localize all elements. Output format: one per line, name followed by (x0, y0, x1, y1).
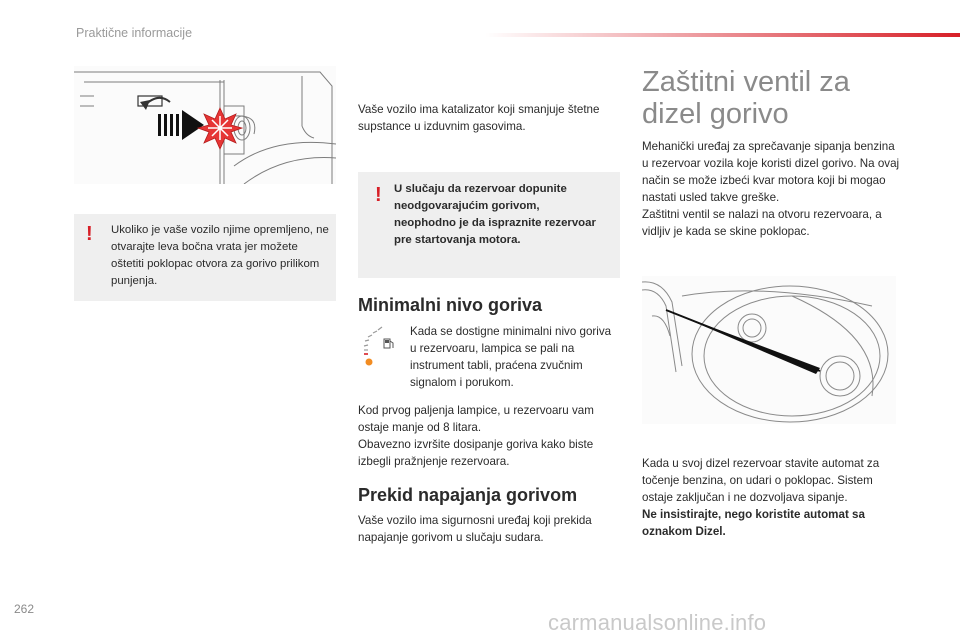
diesel-valve-p2: Zaštitni ventil se nalazi na otvoru rezervoara, a vidljiv je kada se skine poklopac. (642, 208, 882, 238)
min-fuel-icon-text: Kada se dostigne minimalni nivo goriva u rezervoaru, lampica se pali na instrument tabli, praćena zvučnim signalom i porukom. (410, 325, 612, 389)
diesel-valve-p3: Kada u svoj dizel rezervoar stavite automat za točenje benzina, on udari o poklopac. Sistem ostaje zaključan i ne dozvoljava sipanje. (642, 457, 880, 504)
door-warning-box (74, 214, 336, 301)
fuel-cutoff-text: Vaše vozilo ima sigurnosni uređaj koji prekida napajanje gorivom u slučaju sudara. (358, 514, 592, 544)
section-label: Praktične informacije (76, 26, 193, 40)
wrong-fuel-warning-text: U slučaju da rezervoar dopunite neodgovarajućim gorivom, neophodno je da ispraznite rezervoar pre startovanja motora. (394, 183, 596, 246)
diesel-valve-title (642, 66, 850, 130)
fuel-gauge-icon (362, 325, 398, 367)
min-fuel-line-1: Kod prvog paljenja lampice, u rezervoaru vam ostaje manje od 8 litara. (358, 404, 594, 434)
fuel-cutoff-heading: Prekid napajanja gorivom (358, 485, 578, 505)
door-warning-text: Ukoliko je vaše vozilo njime opremljeno, ne otvarajte leva bočna vrata jer možete oštetiti poklopac otvora za gorivo prilikom punjenja. (111, 224, 329, 287)
min-fuel-line-2: Obavezno izvršite dosipanje goriva kako biste izbegli pražnjenje rezervoara. (358, 438, 594, 468)
watermark: carmanualsonline.info (548, 610, 767, 635)
min-fuel-text (358, 402, 620, 470)
page-number: 262 (14, 602, 35, 616)
wrong-fuel-warning-box (358, 172, 620, 278)
diesel-valve-usage (642, 455, 904, 540)
catalyst-intro: Vaše vozilo ima katalizator koji smanjuje štetne supstance u izduvnim gasovima. (358, 103, 600, 133)
diesel-valve-p3-bold: Ne insistirajte, nego koristite automat sa oznakom Dizel. (642, 508, 865, 538)
fuel-door-illustration (74, 66, 336, 184)
diesel-valve-p1: Mehanički uređaj za sprečavanje sipanja benzina u rezervoar vozila koje koristi dizel gorivo. Na ovaj način se može izbeći kvar motora koji bi mogao nastati usled takve greške. (642, 140, 900, 204)
header-rule (485, 33, 960, 37)
diesel-valve-title-line-2: dizel gorivo (642, 98, 789, 130)
diesel-valve-title-line-1: Zaštitni ventil za (642, 66, 850, 98)
diesel-valve-description (642, 138, 904, 240)
warning-exclamation-icon: ! (375, 184, 382, 206)
warning-exclamation-icon: ! (86, 223, 93, 245)
min-fuel-heading: Minimalni nivo goriva (358, 295, 543, 315)
diesel-valve-illustration (642, 276, 896, 424)
